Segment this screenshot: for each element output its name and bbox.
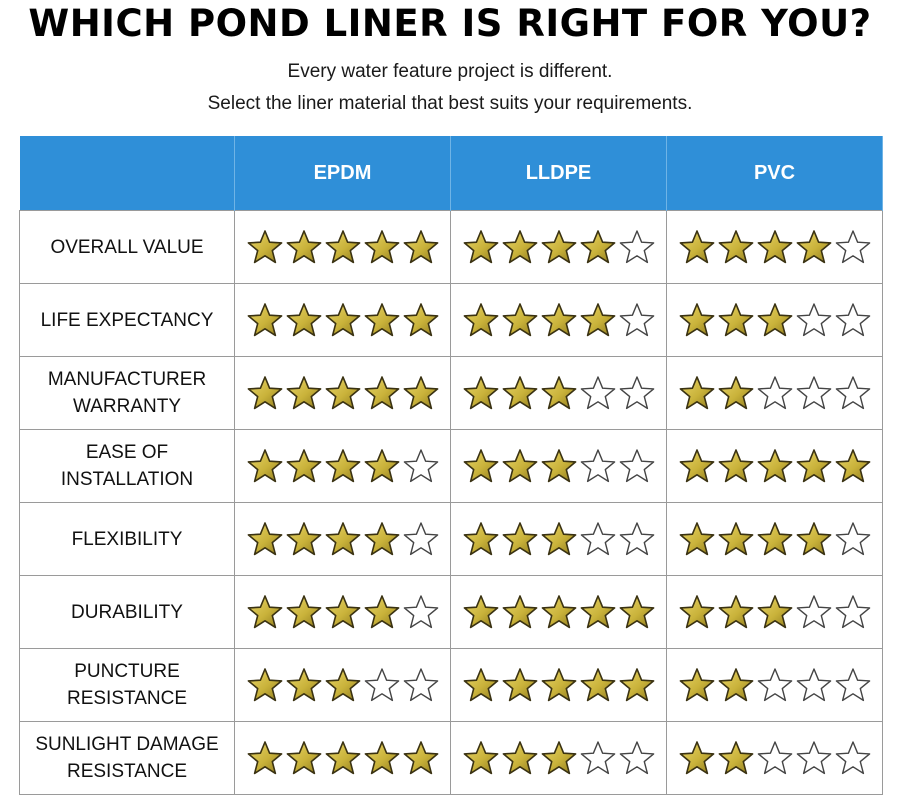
star-filled-icon	[286, 521, 322, 557]
star-rating	[235, 375, 450, 411]
star-filled-icon	[247, 594, 283, 630]
star-filled-icon	[679, 594, 715, 630]
star-empty-icon	[835, 667, 871, 703]
header-corner	[20, 136, 235, 211]
star-filled-icon	[502, 521, 538, 557]
star-filled-icon	[679, 521, 715, 557]
header-row	[20, 136, 883, 211]
star-rating	[235, 229, 450, 265]
row-label: EASE OF INSTALLATION	[20, 430, 235, 503]
table-row	[20, 284, 883, 357]
table-row	[20, 576, 883, 649]
star-filled-icon	[364, 229, 400, 265]
rating-cell-lldpe	[451, 649, 667, 722]
comparison-table	[19, 136, 883, 795]
star-filled-icon	[679, 448, 715, 484]
star-filled-icon	[541, 302, 577, 338]
star-filled-icon	[796, 448, 832, 484]
star-empty-icon	[403, 594, 439, 630]
star-filled-icon	[286, 594, 322, 630]
subtitle-line-2: Select the liner material that best suits your requirements.	[207, 93, 693, 114]
star-empty-icon	[403, 448, 439, 484]
star-rating	[667, 302, 882, 338]
star-filled-icon	[502, 302, 538, 338]
star-filled-icon	[325, 594, 361, 630]
star-filled-icon	[502, 448, 538, 484]
rating-cell-epdm	[235, 503, 451, 576]
star-filled-icon	[463, 229, 499, 265]
star-filled-icon	[718, 375, 754, 411]
star-empty-icon	[835, 594, 871, 630]
star-filled-icon	[364, 740, 400, 776]
star-filled-icon	[325, 667, 361, 703]
row-label: OVERALL VALUE	[20, 211, 235, 284]
star-rating	[667, 229, 882, 265]
star-filled-icon	[325, 448, 361, 484]
star-empty-icon	[619, 740, 655, 776]
star-filled-icon	[463, 448, 499, 484]
row-label: LIFE EXPECTANCY	[20, 284, 235, 357]
star-empty-icon	[619, 448, 655, 484]
star-filled-icon	[286, 740, 322, 776]
star-filled-icon	[718, 448, 754, 484]
star-empty-icon	[580, 448, 616, 484]
row-label: DURABILITY	[20, 576, 235, 649]
star-filled-icon	[502, 375, 538, 411]
star-filled-icon	[718, 229, 754, 265]
star-filled-icon	[619, 594, 655, 630]
star-filled-icon	[679, 229, 715, 265]
star-filled-icon	[580, 302, 616, 338]
row-label: PUNCTURE RESISTANCE	[20, 649, 235, 722]
star-filled-icon	[541, 521, 577, 557]
star-rating	[235, 521, 450, 557]
column-header-epdm: EPDM	[235, 136, 451, 211]
star-empty-icon	[835, 375, 871, 411]
star-filled-icon	[463, 594, 499, 630]
star-rating	[451, 229, 666, 265]
star-filled-icon	[463, 521, 499, 557]
star-empty-icon	[757, 375, 793, 411]
star-rating	[235, 667, 450, 703]
star-filled-icon	[247, 667, 283, 703]
star-filled-icon	[364, 521, 400, 557]
star-filled-icon	[325, 521, 361, 557]
rating-cell-pvc	[667, 649, 883, 722]
table-row	[20, 503, 883, 576]
star-filled-icon	[502, 667, 538, 703]
rating-cell-epdm	[235, 211, 451, 284]
star-filled-icon	[403, 229, 439, 265]
row-label: SUNLIGHT DAMAGE RESISTANCE	[20, 722, 235, 795]
star-filled-icon	[247, 740, 283, 776]
star-empty-icon	[757, 667, 793, 703]
star-filled-icon	[286, 448, 322, 484]
table-row	[20, 430, 883, 503]
star-filled-icon	[835, 448, 871, 484]
table-row	[20, 357, 883, 430]
star-filled-icon	[679, 302, 715, 338]
star-filled-icon	[325, 740, 361, 776]
star-filled-icon	[286, 375, 322, 411]
star-filled-icon	[619, 667, 655, 703]
star-filled-icon	[463, 302, 499, 338]
rating-cell-pvc	[667, 576, 883, 649]
star-empty-icon	[835, 521, 871, 557]
star-rating	[667, 521, 882, 557]
star-rating	[235, 594, 450, 630]
rating-cell-pvc	[667, 503, 883, 576]
star-rating	[235, 302, 450, 338]
star-rating	[451, 521, 666, 557]
star-filled-icon	[757, 594, 793, 630]
rating-cell-epdm	[235, 722, 451, 795]
rating-cell-epdm	[235, 576, 451, 649]
rating-cell-pvc	[667, 430, 883, 503]
star-rating	[235, 740, 450, 776]
star-filled-icon	[796, 229, 832, 265]
page-title: WHICH POND LINER IS RIGHT FOR YOU?	[28, 2, 872, 45]
star-empty-icon	[835, 229, 871, 265]
star-rating	[667, 594, 882, 630]
star-rating	[667, 448, 882, 484]
star-filled-icon	[247, 448, 283, 484]
star-filled-icon	[247, 375, 283, 411]
star-rating	[667, 740, 882, 776]
star-filled-icon	[247, 302, 283, 338]
star-filled-icon	[286, 229, 322, 265]
star-empty-icon	[364, 667, 400, 703]
star-empty-icon	[796, 594, 832, 630]
rating-cell-lldpe	[451, 722, 667, 795]
star-filled-icon	[718, 521, 754, 557]
rating-cell-pvc	[667, 722, 883, 795]
star-empty-icon	[619, 375, 655, 411]
star-rating	[451, 594, 666, 630]
table-row	[20, 211, 883, 284]
star-filled-icon	[247, 229, 283, 265]
rating-cell-lldpe	[451, 284, 667, 357]
column-header-lldpe: LLDPE	[451, 136, 667, 211]
star-filled-icon	[541, 229, 577, 265]
star-empty-icon	[619, 302, 655, 338]
star-empty-icon	[835, 302, 871, 338]
star-rating	[451, 375, 666, 411]
star-filled-icon	[463, 375, 499, 411]
row-label: MANUFACTURER WARRANTY	[20, 357, 235, 430]
star-rating	[667, 667, 882, 703]
star-filled-icon	[403, 302, 439, 338]
star-filled-icon	[541, 740, 577, 776]
star-rating	[451, 740, 666, 776]
star-filled-icon	[463, 667, 499, 703]
star-empty-icon	[580, 375, 616, 411]
star-filled-icon	[502, 229, 538, 265]
star-empty-icon	[619, 229, 655, 265]
star-filled-icon	[757, 521, 793, 557]
star-filled-icon	[364, 375, 400, 411]
star-filled-icon	[757, 302, 793, 338]
rating-cell-pvc	[667, 357, 883, 430]
star-rating	[235, 448, 450, 484]
star-filled-icon	[364, 302, 400, 338]
star-empty-icon	[796, 740, 832, 776]
rating-cell-lldpe	[451, 357, 667, 430]
star-filled-icon	[718, 302, 754, 338]
star-rating	[451, 667, 666, 703]
rating-cell-epdm	[235, 430, 451, 503]
rating-cell-epdm	[235, 649, 451, 722]
rating-cell-epdm	[235, 357, 451, 430]
star-rating	[451, 448, 666, 484]
star-filled-icon	[541, 594, 577, 630]
star-filled-icon	[541, 375, 577, 411]
rating-cell-lldpe	[451, 211, 667, 284]
star-filled-icon	[580, 667, 616, 703]
rating-cell-pvc	[667, 284, 883, 357]
rating-cell-lldpe	[451, 576, 667, 649]
rating-cell-pvc	[667, 211, 883, 284]
star-empty-icon	[796, 375, 832, 411]
star-filled-icon	[718, 667, 754, 703]
star-filled-icon	[580, 229, 616, 265]
star-filled-icon	[403, 375, 439, 411]
star-filled-icon	[403, 740, 439, 776]
star-filled-icon	[679, 667, 715, 703]
star-empty-icon	[403, 521, 439, 557]
star-filled-icon	[286, 667, 322, 703]
star-filled-icon	[502, 594, 538, 630]
rating-cell-epdm	[235, 284, 451, 357]
star-empty-icon	[403, 667, 439, 703]
table-row	[20, 722, 883, 795]
column-header-pvc: PVC	[667, 136, 883, 211]
star-filled-icon	[325, 229, 361, 265]
star-empty-icon	[619, 521, 655, 557]
star-filled-icon	[325, 302, 361, 338]
star-filled-icon	[541, 667, 577, 703]
star-empty-icon	[796, 667, 832, 703]
star-empty-icon	[796, 302, 832, 338]
star-filled-icon	[757, 229, 793, 265]
star-filled-icon	[463, 740, 499, 776]
subtitle-line-1: Every water feature project is different.	[287, 61, 613, 82]
star-filled-icon	[580, 594, 616, 630]
star-filled-icon	[757, 448, 793, 484]
table-row	[20, 649, 883, 722]
star-filled-icon	[679, 375, 715, 411]
star-rating	[451, 302, 666, 338]
star-filled-icon	[247, 521, 283, 557]
star-filled-icon	[541, 448, 577, 484]
star-filled-icon	[718, 740, 754, 776]
star-empty-icon	[835, 740, 871, 776]
rating-cell-lldpe	[451, 503, 667, 576]
rating-cell-lldpe	[451, 430, 667, 503]
table-body	[20, 211, 883, 795]
star-empty-icon	[757, 740, 793, 776]
star-empty-icon	[580, 521, 616, 557]
star-filled-icon	[718, 594, 754, 630]
row-label: FLEXIBILITY	[20, 503, 235, 576]
star-filled-icon	[796, 521, 832, 557]
star-filled-icon	[364, 448, 400, 484]
star-filled-icon	[325, 375, 361, 411]
star-empty-icon	[580, 740, 616, 776]
star-rating	[667, 375, 882, 411]
star-filled-icon	[286, 302, 322, 338]
star-filled-icon	[502, 740, 538, 776]
star-filled-icon	[679, 740, 715, 776]
star-filled-icon	[364, 594, 400, 630]
